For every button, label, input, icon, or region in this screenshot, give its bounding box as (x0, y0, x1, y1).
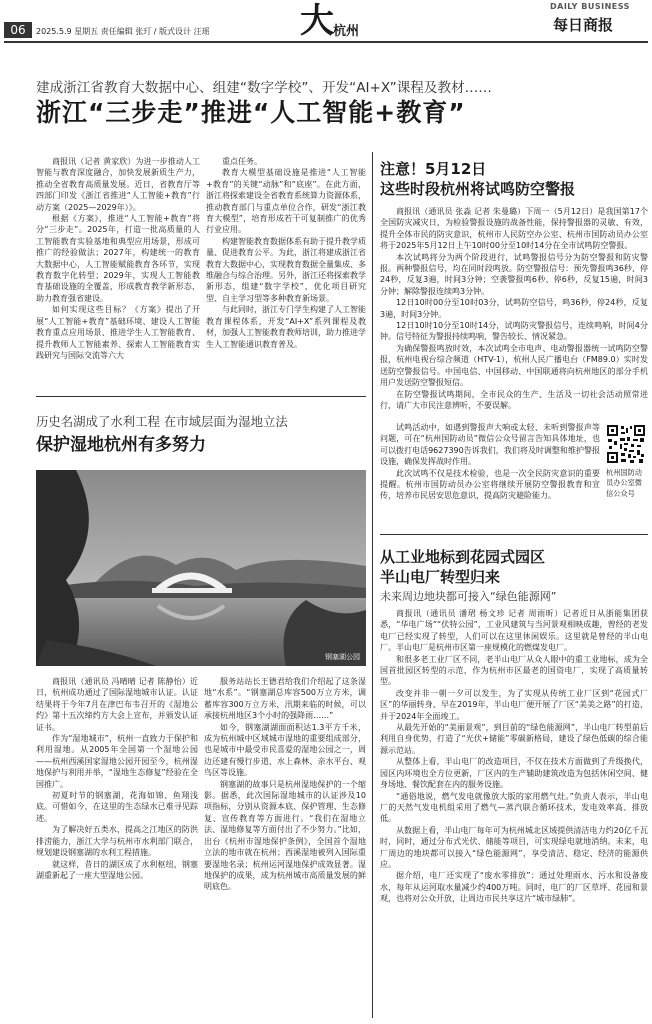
paragraph: 初夏时节的钢塞湖，花海如锦、鱼翔浅底。可惜如今，在这里的生态绿水已难寻见踪迹。 (36, 791, 198, 823)
paragraph: 12日10时10分至10时14分，试鸣防灾警报信号，连续鸣响，时间4分钟。信号特征为警报持续鸣响，警告较长、情况紧急。 (380, 321, 648, 342)
paragraph: 从最先开始的“美丽景观”，到目前的“绿色能源网”，半山电厂转型前后利用自身优势，打造了“光伏+储能”零碳新格局，建设了绿色低碳的综合能源示范站。 (380, 723, 648, 755)
divider (36, 396, 366, 397)
paragraph: 重点任务。 (222, 157, 262, 166)
paragraph: 商报讯（通讯员 冯晴晴 记者 陈静怡）近日，杭州成功通过了国际湿地城市认证。认证结果将于今年7月在津巴布韦召开的《湿地公约》第十五次缔约方大会上宣布，并颁发认证证书。 (36, 677, 198, 732)
masthead (0, 0, 652, 42)
paragraph: 12日10时00分至10时03分，试鸣防空信号，鸣36秒，停24秒，反复3遍，时间3分钟。 (380, 298, 648, 319)
paragraph: 钢塞湖的故事只是杭州湿地保护的一个缩影。据悉，此次国际湿地城市的认证涉及10项指标，分别从资源本底、保护管理、生态修复、宣传教育等方面进行。“我们在湿地立法、湿地修复等方面付出了不少努力。”比如，出台《杭州市湿地保护条例》，全国首个湿地立法的地市就在杭州；西溪湿地被列入国际重要湿地名录；杭州运河湿地保护成效显著。湿地保护的成果，成为杭州城市高质量发展的鲜明底色。 (204, 779, 366, 892)
divider (380, 534, 648, 535)
qr-code-icon (606, 424, 646, 464)
date-line: 2025.5.9 星期五 责任编辑 张玎 / 版式设计 汪瑶 (36, 27, 210, 36)
paragraph: 从数据上看，半山电厂每年可为杭州城北区域提供清洁电力约20亿千瓦时，同时，通过分布式光伏、储能等项目，可实现绿电就地消纳。未来，电厂周边的地块都可以接入“绿色能源网”，享受清洁、稳定、经济的能源供应。 (380, 825, 648, 869)
lead-column-2 (206, 156, 366, 384)
drill-headline-1: 注意！5月12日 (380, 160, 487, 178)
paragraph: 就这样，昔日的湖区成了水利枢纽，钢塞湖重新起了一座大型湿地公园。 (36, 859, 198, 880)
header-rule (4, 41, 648, 43)
paragraph: 构建智能教育数据体系有助于提升教学质量、促进教育公平。为此，浙江将建成浙江省教育大数据中心，实现教育数据全量集成、多维融合与综合治理。另外，浙江还将探索教学新形态，组建“数字学校”，优化项目研究型、自主学习型等多种教育新场景。 (206, 236, 366, 303)
power-headline-1: 从工业地标到花园式园区 (380, 548, 546, 566)
power-subhead: 未来周边地块都可接入“绿色能源网” (380, 590, 557, 603)
wetland-column-1 (36, 676, 198, 1014)
column-rule (372, 152, 373, 1018)
lead-headline: 浙江“三步走”推进“人工智能+教育” (36, 98, 466, 127)
paragraph: 在防空警报试鸣期间，全市民众的生产、生活及一切社会活动照常进行，请广大市民注意辨听，不要误解。 (380, 389, 648, 410)
paragraph: 如何实现这些目标？《方案》提出了开展“人工智能+教育”基础环境、建设人工智能教育重点应用场景、推进学生人工智能教育、提升教师人工智能素养、探索人工智能教育实践研究与国际交流等六大 (36, 305, 200, 360)
paragraph: 本次试鸣将分为两个阶段进行，试鸣警报信号分为防空警报和防灾警报。两种警报信号，均在同时段鸣放。防空警报信号：预先警报鸣36秒、停24秒，反复3遍，时间3分钟；空袭警报鸣6秒、停6秒，反复15遍，时间3分钟；解除警报连续鸣3分钟。 (380, 252, 648, 296)
paragraph: 与此同时，浙江专门学生构建了人工智能教育课程体系，开发“AI+X”系列课程及教材，加强人工智能教育教师培训，助力推进学生人工智能通识教育普及。 (206, 305, 366, 349)
wetland-headline: 保护湿地杭州有多努力 (36, 435, 206, 455)
paragraph: 商报讯（通讯员 张淼 记者 朱曼璐）下周一（5月12日）是我国第17个全国防灾减灾日，为检验警报设施的战备性能，保持警报器的灵敏、有效，提升全体市民的防灾意识，杭州市人民防空办公室、杭州市国防动员办公室将于2025年5月12日上午10时00分至10时14分在全市试鸣防空警报。 (380, 207, 648, 251)
paragraph: “通俗地说，燃气发电就像放大版的家用燃气灶。”负责人表示，半山电厂的天然气发电机组采用了燃气—蒸汽联合循环技术，发电效率高、排放低。 (380, 791, 648, 824)
section-name: 杭州 (333, 24, 360, 39)
paragraph: 作为“湿地城市”，杭州一直致力于保护和利用湿地。从2005年全国第一个湿地公园——杭州西溪国家湿地公园开园至今，杭州湿地保护与利用并举，“湿地生态修复”经验在全国推广。 (36, 734, 198, 789)
power-body (380, 608, 648, 1016)
section-logo: 大 (300, 1, 334, 41)
paragraph: 据介绍，电厂还实现了“废水零排放”：通过处理雨水、污水和设备废水，每年从运河取水量减少约400万吨。同时，电厂的厂区草坪、花园和景观，也将对公众开放，让周边市民共享这片“城市绿肺”。 (380, 871, 648, 904)
qr-caption: 杭州国防动员办公室微信公众号 (606, 468, 642, 498)
paragraph: 此次试鸣不仅是技术检验，也是一次全民防灾意识的重要提醒。杭州市国防动员办公室将继续开展防空警报教育和宣传，培养市民居安思危意识，提高防灾避险能力。 (380, 468, 600, 501)
power-headline-2: 半山电厂转型归来 (380, 568, 501, 586)
photo-caption: 钢塞湖公园 (325, 653, 360, 661)
paragraph: 服务站站长王德君给我们介绍起了这条湿地“水系”。“钢塞湖总库容500万立方米，调蓄库容300万立方米，汛期来临的时候，可以承接杭州地区3个小时的强降雨……” (204, 677, 366, 721)
drill-body-bottom (380, 422, 600, 524)
paragraph: 改变并非一朝一夕可以发生，为了实现从传统工业厂区到“花园式厂区”的华丽转身，早在2019年，半山电厂便开展了厂区“美美之路”的打造，并于2024年全面竣工。 (380, 688, 648, 721)
paragraph: 商报讯（通讯员 潘珺 杨文珍 记者 周雨昕）记者近日从浙能集团获悉，“华电广场”“伏特公园”，工业风建筑与当河景观相映成趣，曾经的老发电厂已经实现了转型，人们可以在这里休闲娱乐。这里就是曾经的半山电厂。半山电厂是杭州市区第一座规模化的燃煤发电厂。 (380, 609, 648, 653)
paragraph: 试鸣活动中，如遇到警报声大响或太轻、未听到警报声等问题，可在“杭州国防动员”微信公众号留言告知具体地址，也可以拨打电话9627390告诉我们，我们将及时调整和维护警报设施，确保发挥战时作用。 (380, 423, 600, 467)
page-number: 06 (4, 22, 32, 38)
paragraph: 为确保警报鸣放时效，本次试鸣全市电声、电动警报器统一试鸣防空警报，杭州电视台综合频道（HTV-1），杭州人民广播电台（FM89.0）实时发送防空警报信号。中国电信、中国移动、中国联通将向杭州地区的部分手机用户发送防空警报短信。 (380, 343, 648, 388)
drill-headline-2: 这些时段杭州将试鸣防空警报 (380, 180, 576, 198)
paper-name-en: DAILY BUSINESS (550, 2, 630, 11)
wetland-kicker: 历史名湖成了水利工程 在市域层面为湿地立法 (36, 414, 288, 429)
paragraph: 为了解决好五类水，提高之江地区的防洪排涝能力，浙江大学与杭州市水利部门联合，规划建设钢塞湖的水利工程措施。 (36, 825, 198, 858)
drill-body-top (380, 206, 648, 422)
paragraph: 商报讯（记者 黄家欣）为进一步推动人工智能与教育深度融合，加快发展新质生产力，推动全省教育高质量发展。近日，省教育厅等四部门印发《浙江省推进“人工智能+教育”行动方案（2025—2029年）》。 (36, 157, 200, 212)
paragraph: 教育大模型基础设施是推进“人工智能+教育”的关键“动脉”和“底座”。在此方面，浙江将探索建设全省教育系统算力资源体系，推动教育部门与重点单位合作，研发“浙江教育大模型”，培育形成若干可复制推广的优秀行业应用。 (206, 168, 366, 235)
paragraph: 从整体上看，半山电厂的改造项目，不仅在技术方面做到了升级换代，园区内环境也全方位更新，厂区内的生产辅助建筑改造为包括休闲空间、健身场地、餐饮配套在内的服务设施。 (380, 757, 648, 790)
wetland-photo (36, 470, 366, 666)
paragraph: 和很多老工业厂区不同，老半山电厂从众人眼中的重工业地标，成为全国首批园区转型的示范，作为杭州市区最老的国资电厂，实现了高质量转型。 (380, 654, 648, 687)
lead-kicker: 建成浙江省教育大数据中心、组建“数字学校”、开发“AI+X”课程及教材…… (36, 80, 492, 96)
lead-column-1 (36, 156, 200, 384)
paragraph: 根据《方案》，推进“人工智能+教育”将分“三步走”。2025年，打造一批高质量的人工智能教育实验基地和典型应用场景，形成可推广的经验做法；2027年，构建统一的教育大数据中心，人工智能赋能教育各环节，实现教育数字化转型；2029年，实现人工智能教育基础设施的全覆盖，形成教育教学新形态，助力教育强省建设。 (36, 214, 200, 303)
paragraph: 如今，钢塞湖湖面面积达1.3平方千米，成为杭州城中区域城市湿地的重要组成部分，也是城市中最受市民喜爱的湿地公园之一，周边还建有慢行步道、水上森林、亲水平台、观鸟区等设施。 (204, 722, 366, 778)
wetland-column-2 (204, 676, 366, 1014)
paper-name-cn: 每日商报 (553, 16, 614, 34)
